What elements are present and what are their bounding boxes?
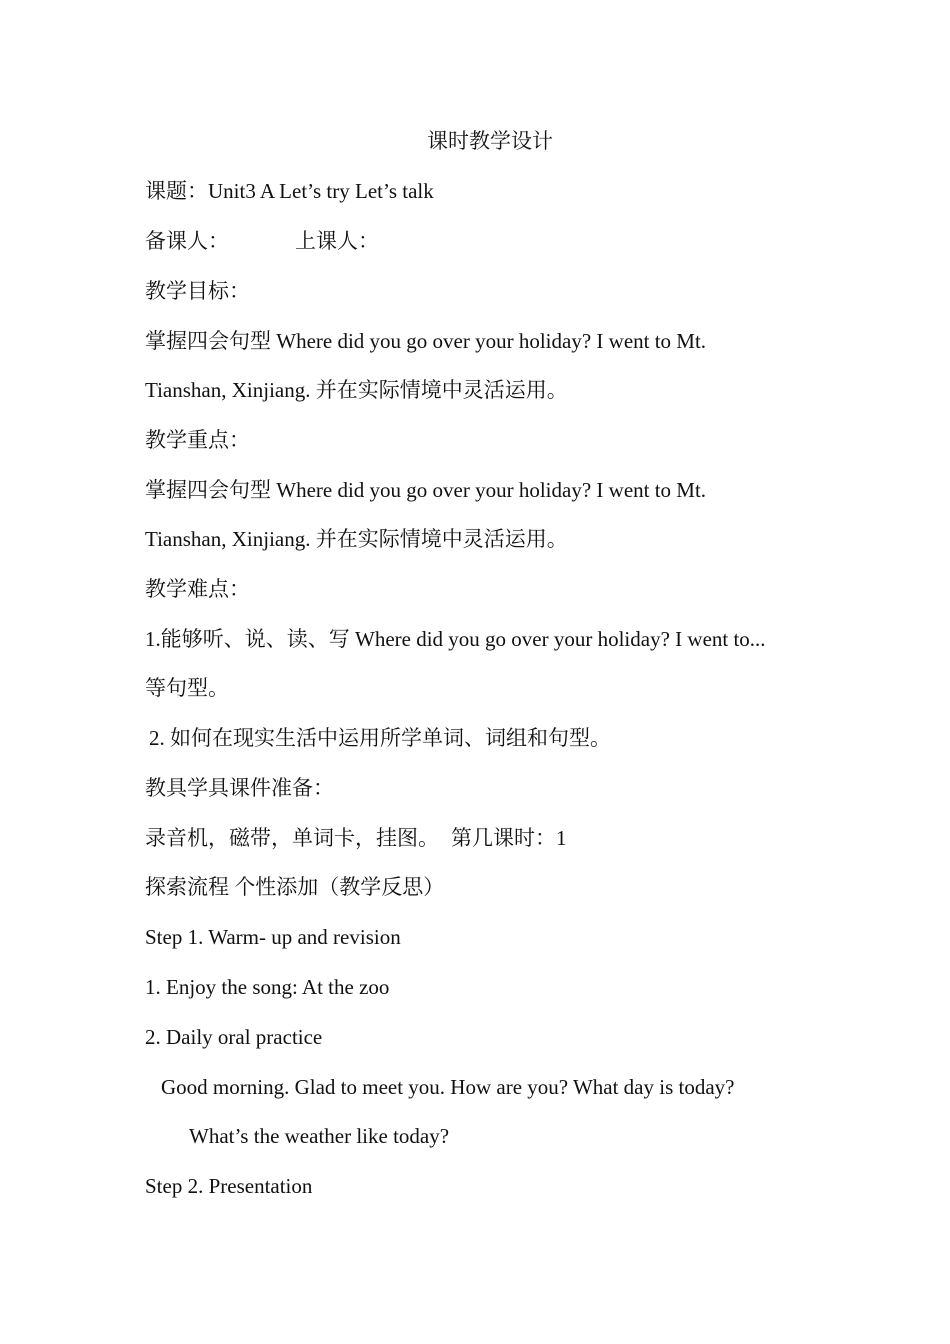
goals-heading: 教学目标： xyxy=(145,279,250,303)
step-item: 2. Daily oral practice xyxy=(145,1025,323,1049)
goals-line: 掌握四会句型 Where did you go over your holiday? I went to Mt. xyxy=(145,329,707,353)
practice-line: Good morning. Glad to meet you. How are you? What day is today? xyxy=(161,1075,735,1099)
staff-line xyxy=(145,227,379,255)
practice-line: What’s the weather like today? xyxy=(189,1124,450,1148)
key-points-line: Tianshan, Xinjiang. 并在实际情境中灵活运用。 xyxy=(145,527,568,551)
step-item: 1. Enjoy the song: At the zoo xyxy=(145,975,390,999)
preparer-label: 备课人： xyxy=(145,229,229,253)
document-title: 课时教学设计 xyxy=(427,129,553,153)
step-heading: Step 2. Presentation xyxy=(145,1174,313,1198)
difficulty-line: 1.能够听、说、读、写 Where did you go over your holiday? I went to... xyxy=(145,627,766,651)
difficulty-line: 等句型。 xyxy=(145,676,229,700)
step-heading: Step 1. Warm- up and revision xyxy=(145,925,401,949)
key-points-heading: 教学重点： xyxy=(145,428,250,452)
process-heading: 探索流程 个性添加（教学反思） xyxy=(145,875,445,899)
teacher-label: 上课人： xyxy=(295,229,379,253)
materials-line xyxy=(145,824,567,852)
lesson-number: 第几课时：1 xyxy=(451,826,567,850)
goals-line: Tianshan, Xinjiang. 并在实际情境中灵活运用。 xyxy=(145,378,568,402)
key-points-line: 掌握四会句型 Where did you go over your holiday? I went to Mt. xyxy=(145,478,707,502)
materials-heading: 教具学具课件准备： xyxy=(145,776,334,800)
difficulty-line: 2. 如何在现实生活中运用所学单词、词组和句型。 xyxy=(149,726,611,750)
lesson-topic: 课题：Unit3 A Let’s try Let’s talk xyxy=(145,179,434,203)
difficulties-heading: 教学难点： xyxy=(145,577,250,601)
materials-list: 录音机，磁带，单词卡，挂图。 xyxy=(145,826,439,850)
